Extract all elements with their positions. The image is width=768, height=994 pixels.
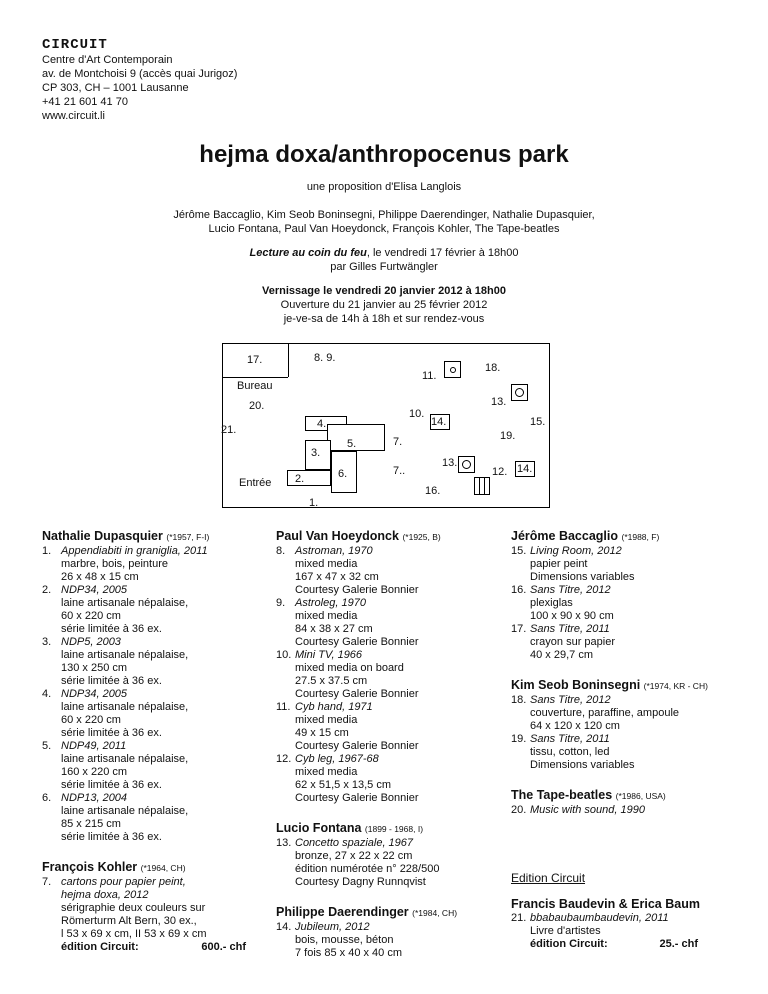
work-number: 5. <box>42 740 52 752</box>
artist-meta: (*1957, F-I) <box>166 532 210 542</box>
work-title: Astroman, 1970 <box>295 545 373 557</box>
work-number: 4. <box>42 688 52 700</box>
work-detail: édition numérotée n° 228/500 <box>295 863 440 875</box>
artist-heading <box>42 860 257 876</box>
work-detail: 7 fois 85 x 40 x 40 cm <box>295 947 402 959</box>
work-detail: papier peint <box>530 558 588 570</box>
artist-heading <box>511 788 751 804</box>
plan-label: 14. <box>517 463 533 475</box>
artist-heading <box>511 678 751 694</box>
work-title: bbabaubaumbaudevin, 2011 <box>530 912 669 924</box>
artists-line-2: Lucio Fontana, Paul Van Hoeydonck, François Kohler, The Tape-beatles <box>208 223 560 235</box>
vernissage: Vernissage le vendredi 20 janvier 2012 à 18h00 <box>262 285 506 297</box>
work-item <box>511 545 751 584</box>
work-title: NDP13, 2004 <box>61 792 128 804</box>
work-detail: marbre, bois, peinture <box>61 558 168 570</box>
work-detail: 160 x 220 cm <box>61 766 128 778</box>
address-line: av. de Montchoisi 9 (accès quai Jurigoz) <box>42 68 238 80</box>
phone: +41 21 601 41 70 <box>42 96 128 108</box>
work-title: NDP5, 2003 <box>61 636 121 648</box>
work-detail: 130 x 250 cm <box>61 662 128 674</box>
work-item <box>276 921 496 960</box>
horaires: je-ve-sa de 14h à 18h et sur rendez-vous <box>283 313 485 325</box>
work-detail: 27.5 x 37.5 cm <box>295 675 368 687</box>
plan-label: 7. <box>393 436 403 448</box>
work-detail: 100 x 90 x 90 cm <box>530 610 614 622</box>
work-detail: sérigraphie deux couleurs sur <box>61 902 206 914</box>
work-detail: laine artisanale népalaise, <box>61 701 189 713</box>
work-title: Appendiabiti in graniglia, 2011 <box>61 545 208 557</box>
work-number: 19. <box>511 733 527 745</box>
artist-meta: (*1988, F) <box>621 532 660 542</box>
work-detail: 49 x 15 cm <box>295 727 349 739</box>
plan-label: Bureau <box>237 380 273 392</box>
artists-line-1: Jérôme Baccaglio, Kim Seob Boninsegni, Philippe Daerendinger, Nathalie Dupasquier, <box>173 209 595 221</box>
work-title: Sans Titre, 2012 <box>530 584 611 596</box>
price-value: 600.- chf <box>201 941 246 953</box>
price-value: 25.- chf <box>659 938 698 950</box>
work-item <box>276 649 496 701</box>
work-item <box>42 545 257 584</box>
lecture-title: Lecture au coin du feu <box>249 247 367 259</box>
column-left <box>42 529 257 954</box>
circuit-logo: CIRCUIT <box>42 37 108 53</box>
work-title: NDP34, 2005 <box>61 584 128 596</box>
plan-label: 15. <box>530 416 546 428</box>
work-number: 3. <box>42 636 52 648</box>
work-number: 20. <box>511 804 527 816</box>
work-number: 11. <box>276 701 291 713</box>
plan-wall <box>223 377 288 378</box>
work-detail: bronze, 27 x 22 x 22 cm <box>295 850 413 862</box>
plan-label: 19. <box>500 430 516 442</box>
work-item <box>276 701 496 753</box>
circle-icon <box>462 460 471 469</box>
work-item <box>42 688 257 740</box>
website-link[interactable]: www.circuit.li <box>42 110 105 122</box>
work-item <box>511 733 751 772</box>
ouverture: Ouverture du 21 janvier au 25 février 2012 <box>280 299 488 311</box>
artist-name: François Kohler <box>42 860 138 874</box>
work-number: 14. <box>276 921 292 933</box>
plan-label: 1. <box>309 497 319 509</box>
work-number: 16. <box>511 584 527 596</box>
work-detail: 84 x 38 x 27 cm <box>295 623 373 635</box>
work-detail: 62 x 51,5 x 13,5 cm <box>295 779 391 791</box>
column-right <box>511 529 751 950</box>
artist-heading <box>276 529 496 545</box>
plan-piece-16-detail <box>479 477 480 495</box>
lecture-by: par Gilles Furtwängler <box>330 261 438 273</box>
plan-label: 3. <box>311 447 321 459</box>
circle-icon <box>450 367 456 373</box>
plan-label: 13. <box>442 457 458 469</box>
work-detail: Courtesy Galerie Bonnier <box>295 636 419 648</box>
work-detail: Courtesy Dagny Runnqvist <box>295 876 426 888</box>
plan-label: 21. <box>221 424 237 436</box>
price-label: édition Circuit: <box>61 941 139 953</box>
work-number: 6. <box>42 792 52 804</box>
artist-meta: (*1974, KR - CH) <box>643 681 708 691</box>
work-detail: série limitée à 36 ex. <box>61 623 162 635</box>
plan-label: 2. <box>295 473 305 485</box>
plan-wall <box>288 344 289 377</box>
work-item <box>276 597 496 649</box>
work-title: Concetto spaziale, 1967 <box>295 837 414 849</box>
edition-heading: Edition Circuit <box>511 871 586 885</box>
work-number: 21. <box>511 912 527 924</box>
plan-label: Entrée <box>239 477 272 489</box>
floor-plan <box>222 343 550 508</box>
work-detail: 60 x 220 cm <box>61 714 121 726</box>
work-detail: 40 x 29,7 cm <box>530 649 593 661</box>
work-detail: l 53 x 69 x cm, II 53 x 69 x cm <box>61 928 207 940</box>
work-number: 10. <box>276 649 292 661</box>
price-line <box>61 941 246 954</box>
work-item <box>511 623 751 662</box>
plan-label: 5. <box>347 438 357 450</box>
work-detail: Livre d'artistes <box>530 925 601 937</box>
work-title: Sans Titre, 2011 <box>530 733 610 745</box>
price-label: édition Circuit: <box>530 938 608 950</box>
work-detail: mixed media <box>295 558 358 570</box>
work-number: 1. <box>42 545 52 557</box>
work-number: 9. <box>276 597 286 609</box>
plan-label: 8. 9. <box>314 352 336 364</box>
work-detail: laine artisanale népalaise, <box>61 597 189 609</box>
work-detail: 167 x 47 x 32 cm <box>295 571 379 583</box>
work-detail: 60 x 220 cm <box>61 610 121 622</box>
work-title: Living Room, 2012 <box>530 545 622 557</box>
artist-name: Nathalie Dupasquier <box>42 529 163 543</box>
work-item <box>42 876 257 954</box>
work-number: 8. <box>276 545 286 557</box>
work-item <box>42 636 257 688</box>
work-detail: Courtesy Galerie Bonnier <box>295 584 419 596</box>
plan-piece-16 <box>474 477 490 495</box>
work-number: 17. <box>511 623 527 635</box>
work-detail: série limitée à 36 ex. <box>61 779 162 791</box>
work-detail: plexiglas <box>530 597 573 609</box>
work-item <box>42 584 257 636</box>
work-detail: tissu, cotton, led <box>530 746 610 758</box>
plan-label: 20. <box>249 400 265 412</box>
artist-heading <box>42 529 257 545</box>
artist-name: Kim Seob Boninsegni <box>511 678 641 692</box>
work-detail: mixed media <box>295 714 358 726</box>
work-detail: série limitée à 36 ex. <box>61 831 162 843</box>
artist-meta: (*1984, CH) <box>412 908 458 918</box>
work-title: Sans Titre, 2011 <box>530 623 610 635</box>
work-detail: laine artisanale népalaise, <box>61 805 189 817</box>
work-item <box>42 792 257 844</box>
work-detail: couverture, paraffine, ampoule <box>530 707 679 719</box>
work-detail: mixed media <box>295 610 358 622</box>
work-number: 13. <box>276 837 292 849</box>
work-detail: Dimensions variables <box>530 759 635 771</box>
work-detail: 26 x 48 x 15 cm <box>61 571 139 583</box>
work-detail: Römerturm Alt Bern, 30 ex., <box>61 915 197 927</box>
plan-label: 18. <box>485 362 501 374</box>
address-line: CP 303, CH – 1001 Lausanne <box>42 82 189 94</box>
plan-label: 4. <box>317 418 327 430</box>
artist-meta: (*1925, B) <box>402 532 441 542</box>
work-number: 2. <box>42 584 52 596</box>
plan-label: 10. <box>409 408 425 420</box>
address-block <box>42 53 237 123</box>
address-line: Centre d'Art Contemporain <box>42 54 173 66</box>
plan-label: 13. <box>491 396 507 408</box>
artist-heading <box>511 529 751 545</box>
work-item <box>276 753 496 805</box>
plan-piece-16-detail <box>484 477 485 495</box>
artist-name: Paul Van Hoeydonck <box>276 529 399 543</box>
artist-name: Jérôme Baccaglio <box>511 529 618 543</box>
plan-label: 11. <box>422 370 437 382</box>
work-title: Sans Titre, 2012 <box>530 694 611 706</box>
work-item <box>511 912 751 951</box>
work-detail: série limitée à 36 ex. <box>61 675 162 687</box>
plan-piece-2 <box>287 470 331 486</box>
lecture-rest: , le vendredi 17 février à 18h00 <box>366 247 519 259</box>
edition-block <box>511 897 751 951</box>
work-number: 18. <box>511 694 527 706</box>
work-detail: mixed media <box>295 766 358 778</box>
price-line <box>530 938 698 951</box>
exhibition-title: hejma doxa/anthropocenus park <box>199 141 569 168</box>
work-title: cartons pour papier peint, <box>61 876 186 888</box>
work-title: Jubileum, 2012 <box>295 921 370 933</box>
work-detail: laine artisanale népalaise, <box>61 753 189 765</box>
vernissage-wrap <box>0 284 768 298</box>
lecture-line <box>0 246 768 260</box>
work-item <box>511 584 751 623</box>
work-item <box>276 545 496 597</box>
work-title: hejma doxa, 2012 <box>61 889 149 901</box>
column-middle <box>276 529 496 960</box>
work-detail: crayon sur papier <box>530 636 615 648</box>
proposition: une proposition d'Elisa Langlois <box>306 181 462 193</box>
plan-label: 16. <box>425 485 441 497</box>
work-detail: Courtesy Galerie Bonnier <box>295 792 419 804</box>
work-number: 12. <box>276 753 292 765</box>
work-detail: Dimensions variables <box>530 571 635 583</box>
work-detail: laine artisanale népalaise, <box>61 649 189 661</box>
work-item <box>42 740 257 792</box>
artist-meta: (1899 - 1968, I) <box>364 824 424 834</box>
work-title: Music with sound, 1990 <box>530 804 645 816</box>
artist-heading <box>511 897 751 912</box>
work-title: NDP49, 2011 <box>61 740 127 752</box>
work-detail: Courtesy Galerie Bonnier <box>295 688 419 700</box>
work-title: Cyb leg, 1967-68 <box>295 753 379 765</box>
plan-label: 17. <box>247 354 263 366</box>
artist-name: The Tape-beatles <box>511 788 613 802</box>
plan-label: 12. <box>492 466 508 478</box>
plan-label: 6. <box>338 468 348 480</box>
artist-name: Lucio Fontana <box>276 821 362 835</box>
work-item <box>511 804 751 817</box>
work-title: Cyb hand, 1971 <box>295 701 373 713</box>
plan-label: 7.. <box>393 465 406 477</box>
artist-heading <box>276 821 496 837</box>
artist-heading <box>276 905 496 921</box>
work-title: Mini TV, 1966 <box>295 649 363 661</box>
circle-icon <box>515 388 524 397</box>
work-title: NDP34, 2005 <box>61 688 128 700</box>
work-detail: bois, mousse, béton <box>295 934 394 946</box>
artist-meta: (*1986, USA) <box>615 791 666 801</box>
work-detail: mixed media on board <box>295 662 404 674</box>
artist-name: Philippe Daerendinger <box>276 905 409 919</box>
work-title: Astroleg, 1970 <box>295 597 366 609</box>
work-item <box>276 837 496 889</box>
work-detail: série limitée à 36 ex. <box>61 727 162 739</box>
work-detail: Courtesy Galerie Bonnier <box>295 740 419 752</box>
work-detail: 64 x 120 x 120 cm <box>530 720 620 732</box>
artist-meta: (*1964, CH) <box>140 863 186 873</box>
work-detail: 85 x 215 cm <box>61 818 121 830</box>
work-item <box>511 694 751 733</box>
work-number: 15. <box>511 545 527 557</box>
artist-name: Francis Baudevin & Erica Baum <box>511 897 700 911</box>
plan-label: 14. <box>431 416 447 428</box>
work-number: 7. <box>42 876 52 888</box>
